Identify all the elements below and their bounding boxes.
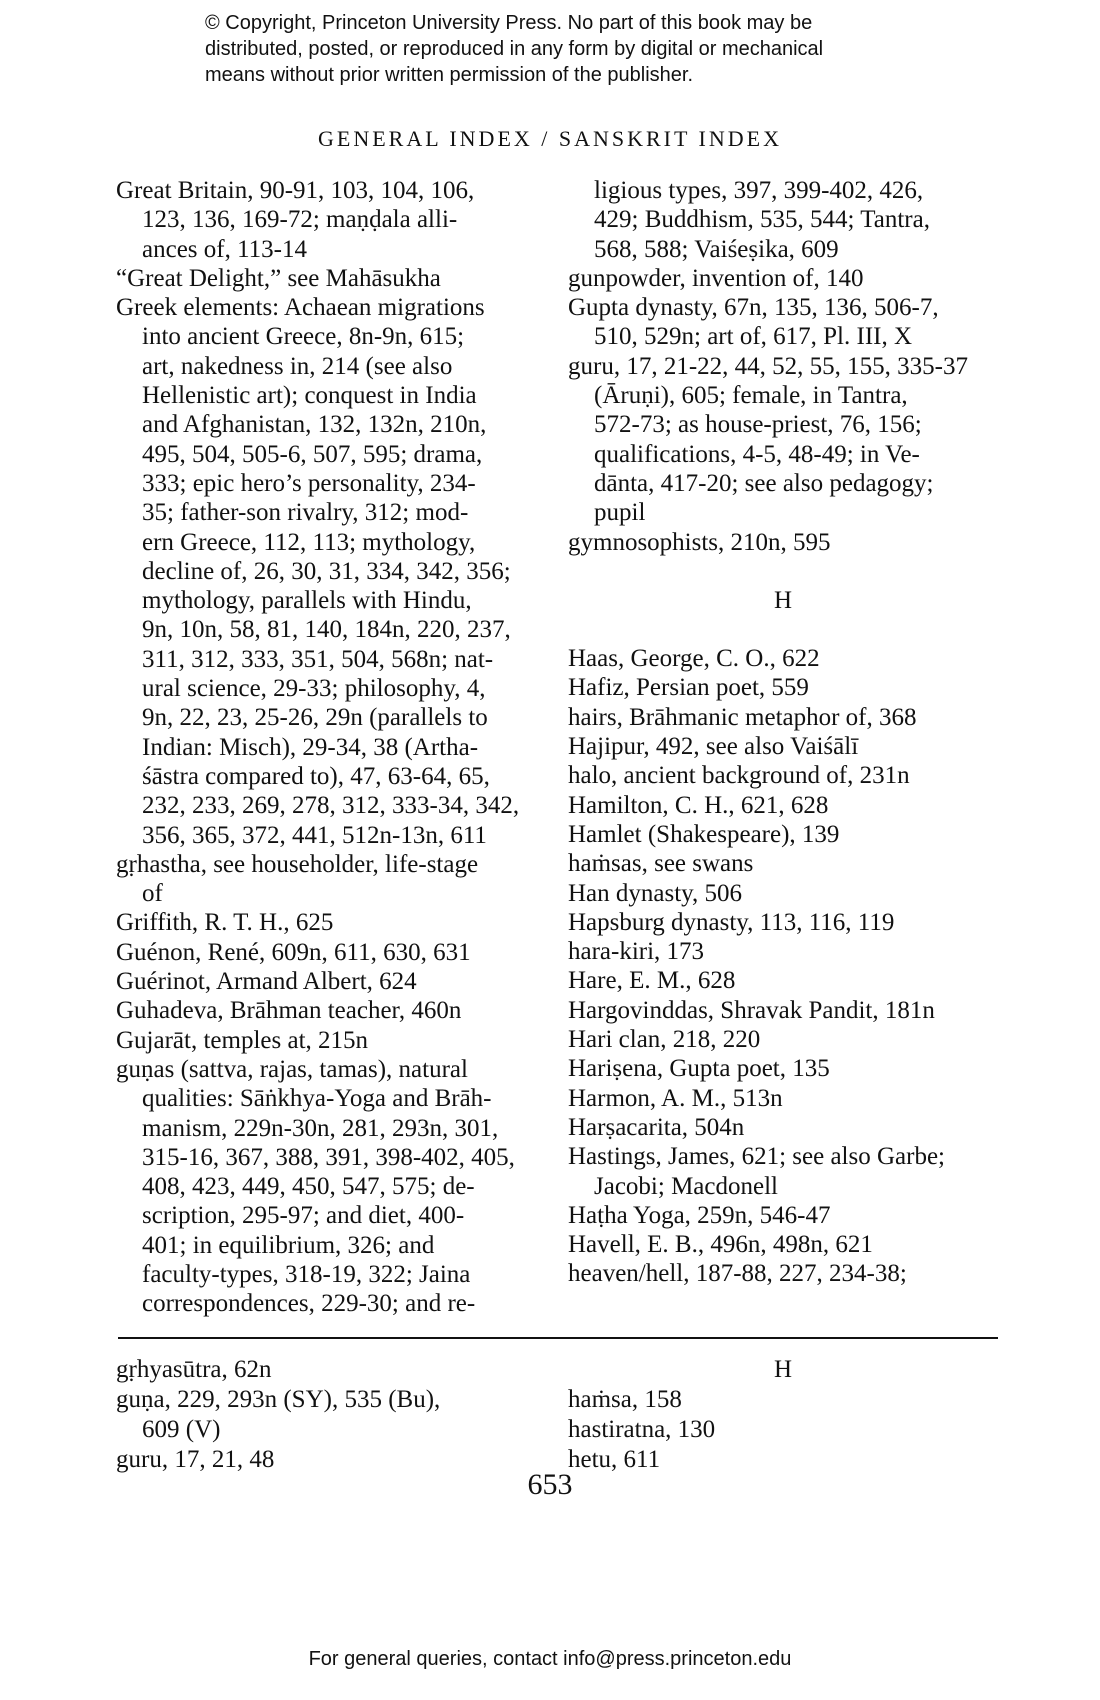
index-entry — [116, 996, 546, 1025]
index-entry — [116, 293, 546, 850]
index-entry-continuation: Jacobi; Macdonell — [594, 1172, 778, 1200]
index-entry-continuation: dānta, 417-20; see also pedagogy; — [594, 469, 934, 497]
index-entry-heading: guru, 17, 21-22, 44, 52, 55, 155, 335-37 — [568, 352, 968, 380]
index-entry-continuation: 232, 233, 269, 278, 312, 333-34, 342, — [142, 792, 520, 820]
index-entry — [568, 528, 998, 557]
index-entry-heading: Haṭha Yoga, 259n, 546-47 — [568, 1201, 831, 1229]
index-entry-heading: Greek elements: Achaean migrations — [116, 294, 485, 322]
index-entry-continuation: pupil — [594, 499, 646, 527]
index-entry-continuation: ern Greece, 112, 113; mythology, — [142, 528, 476, 556]
index-entry-continuation: 123, 136, 169-72; maṇḍala alli- — [142, 206, 458, 234]
index-entry — [116, 176, 546, 264]
index-entry-continuation: 9n, 10n, 58, 81, 140, 184n, 220, 237, — [142, 616, 511, 644]
general-index-right-column — [568, 176, 998, 1289]
index-entry-heading: gymnosophists, 210n, 595 — [568, 528, 831, 556]
index-entry-heading: Great Britain, 90-91, 103, 104, 106, — [116, 177, 475, 204]
page-number: 653 — [527, 1468, 573, 1501]
general-index-right-bottom — [568, 644, 998, 1289]
index-entry-heading: Griffith, R. T. H., 625 — [116, 909, 334, 937]
index-entry — [568, 966, 998, 995]
index-entry-continuation: qualities: Sāṅkhya-Yoga and Brāh- — [142, 1085, 492, 1113]
index-entry-heading: Hafiz, Persian poet, 559 — [568, 674, 809, 702]
index-entry-continuation: and Afghanistan, 132, 132n, 210n, — [142, 411, 487, 439]
index-entry-heading: Havell, E. B., 496n, 498n, 621 — [568, 1231, 873, 1259]
index-entry — [568, 908, 998, 937]
index-entry-heading: haṁsas, see swans — [568, 850, 754, 878]
index-entry — [116, 1355, 546, 1385]
index-entry-heading: Hastings, James, 621; see also Garbe; — [568, 1143, 946, 1171]
index-entry-continuation: art, nakedness in, 214 (see also — [142, 352, 453, 380]
index-entry-heading: Hamlet (Shakespeare), 139 — [568, 820, 840, 848]
index-entry — [116, 938, 546, 967]
index-entry — [568, 849, 998, 878]
index-entry — [116, 908, 546, 937]
index-entry-heading: Hare, E. M., 628 — [568, 967, 736, 995]
index-entry — [568, 264, 998, 293]
index-entry-continuation: scription, 295-97; and diet, 400- — [142, 1202, 465, 1230]
general-index-left-column — [116, 176, 546, 1319]
index-entry-heading: Hari clan, 218, 220 — [568, 1026, 761, 1054]
index-entry-heading: Hajipur, 492, see also Vaiśālī — [568, 733, 859, 761]
index-entry-heading: Haas, George, C. O., 622 — [568, 645, 820, 673]
index-entry — [568, 1201, 998, 1230]
index-entry-continuation: faculty-types, 318-19, 322; Jaina — [142, 1260, 471, 1288]
index-entry-heading: haṁsa, 158 — [568, 1386, 682, 1413]
index-entry-continuation: 311, 312, 333, 351, 504, 568n; nat- — [142, 645, 494, 673]
index-entry-continuation: 572-73; as house-priest, 76, 156; — [594, 411, 922, 439]
index-entry — [568, 703, 998, 732]
index-entry-continuation: manism, 229n-30n, 281, 293n, 301, — [142, 1114, 499, 1142]
index-entry-heading: guṇa, 229, 293n (SY), 535 (Bu), — [116, 1386, 441, 1413]
index-entry-continuation: 333; epic hero’s personality, 234- — [142, 469, 476, 497]
running-head: GENERAL INDEX / SANSKRIT INDEX — [318, 126, 782, 151]
index-entry-heading: Guénon, René, 609n, 611, 630, 631 — [116, 938, 471, 966]
index-entry — [568, 1230, 998, 1259]
index-entry — [116, 1026, 546, 1055]
footer-contact: For general queries, contact info@press.princeton.edu — [308, 1648, 792, 1670]
index-entry — [568, 1084, 998, 1113]
copyright-line: means without prior written permission of the publisher. — [205, 64, 694, 86]
general-index-right-top — [568, 176, 998, 557]
index-entry-continuation: 568, 588; Vaiśeṣika, 609 — [594, 235, 839, 263]
index-entry — [568, 1142, 998, 1201]
index-entry-heading: Hamilton, C. H., 621, 628 — [568, 791, 829, 819]
index-entry-continuation: 495, 504, 505-6, 507, 595; drama, — [142, 440, 483, 468]
index-entry — [116, 850, 546, 909]
index-entry-continuation: 315-16, 367, 388, 391, 398-402, 405, — [142, 1143, 515, 1171]
index-entry-heading: hetu, 611 — [568, 1446, 661, 1473]
index-entry-heading: guṇas (sattva, rajas, tamas), natural — [116, 1055, 468, 1083]
index-entry — [568, 673, 998, 702]
index-entry-continuation: of — [142, 880, 163, 908]
index-entry — [116, 1055, 546, 1319]
section-letter-heading: H — [773, 586, 793, 614]
copyright-notice — [205, 10, 965, 88]
copyright-line: distributed, posted, or reproduced in any form by digital or mechanical — [205, 38, 824, 60]
index-entry-heading: Harmon, A. M., 513n — [568, 1084, 783, 1112]
index-entry-heading: gunpowder, invention of, 140 — [568, 264, 864, 292]
index-entry-heading: gṛhastha, see householder, life-stage — [116, 850, 479, 878]
index-entry — [568, 1054, 998, 1083]
index-entry — [568, 732, 998, 761]
index-entry — [116, 1385, 546, 1445]
index-entry — [568, 820, 998, 849]
index-entry — [568, 1113, 998, 1142]
index-entry-continuation: śāstra compared to), 47, 63-64, 65, — [142, 762, 490, 790]
index-entry-continuation: 356, 365, 372, 441, 512n-13n, 611 — [142, 821, 487, 849]
index-entry-continuation: ligious types, 397, 399-402, 426, — [594, 177, 924, 204]
index-entry — [568, 644, 998, 673]
index-entry-continuation: (Āruṇi), 605; female, in Tantra, — [594, 382, 908, 410]
index-entry-heading: Gujarāt, temples at, 215n — [116, 1026, 369, 1054]
index-entry-heading: Guhadeva, Brāhman teacher, 460n — [116, 997, 462, 1025]
index-entry — [568, 996, 998, 1025]
index-entry-heading: Hapsburg dynasty, 113, 116, 119 — [568, 908, 895, 936]
index-entry-heading: hastiratna, 130 — [568, 1416, 716, 1443]
index-entry — [116, 967, 546, 996]
index-entry — [568, 937, 998, 966]
index-entry-continuation: mythology, parallels with Hindu, — [142, 587, 472, 615]
index-entry — [568, 879, 998, 908]
index-entry-heading: guru, 17, 21, 48 — [116, 1446, 275, 1473]
sanskrit-index-right-entries — [568, 1385, 998, 1475]
sanskrit-section-letter-heading: H — [773, 1356, 793, 1383]
index-entry — [568, 1385, 998, 1415]
index-entry-continuation: 408, 423, 449, 450, 547, 575; de- — [142, 1173, 475, 1201]
index-entry-heading: gṛhyasūtra, 62n — [116, 1356, 272, 1383]
index-entry-continuation: ances of, 113-14 — [142, 235, 307, 263]
index-entry — [568, 791, 998, 820]
index-entry-heading: Hargovinddas, Shravak Pandit, 181n — [568, 996, 935, 1024]
sanskrit-index-left-column — [116, 1355, 546, 1475]
index-entry-continuation: 401; in equilibrium, 326; and — [142, 1231, 435, 1259]
index-entry — [568, 1025, 998, 1054]
index-entry-continuation: correspondences, 229-30; and re- — [142, 1290, 476, 1318]
index-entry — [116, 264, 546, 293]
index-entry-continuation: 609 (V) — [142, 1416, 221, 1443]
index-entry-continuation: Indian: Misch), 29-34, 38 (Artha- — [142, 733, 479, 761]
index-entry-continuation: qualifications, 4-5, 48-49; in Ve- — [594, 440, 920, 468]
index-entry — [568, 761, 998, 790]
index-entry-continuation: Hellenistic art); conquest in India — [142, 382, 477, 410]
index-entry-continuation: decline of, 26, 30, 31, 334, 342, 356; — [142, 557, 511, 585]
index-entry-heading: heaven/hell, 187-88, 227, 234-38; — [568, 1260, 907, 1288]
index-entry — [568, 293, 998, 352]
index-entry — [568, 1259, 998, 1288]
index-entry-heading: Han dynasty, 506 — [568, 879, 743, 907]
index-entry-continuation: 510, 529n; art of, 617, Pl. III, X — [594, 323, 913, 351]
index-entry-continuation: 429; Buddhism, 535, 544; Tantra, — [594, 206, 930, 234]
index-entry — [568, 1415, 998, 1445]
index-entry-continuation: into ancient Greece, 8n-9n, 615; — [142, 323, 465, 351]
index-entry-heading: Gupta dynasty, 67n, 135, 136, 506-7, — [568, 294, 939, 322]
index-entry-heading: hairs, Brāhmanic metaphor of, 368 — [568, 703, 917, 731]
index-entry-heading: halo, ancient background of, 231n — [568, 762, 910, 790]
index-entry — [568, 176, 998, 264]
index-entry-heading: hara-kiri, 173 — [568, 938, 705, 966]
index-entry-heading: Hariṣena, Gupta poet, 135 — [568, 1055, 830, 1083]
section-divider-rule — [118, 1337, 998, 1339]
copyright-line: © Copyright, Princeton University Press. No part of this book may be — [205, 12, 813, 34]
index-entry-continuation: 9n, 22, 23, 25-26, 29n (parallels to — [142, 704, 488, 732]
index-entry-continuation: 35; father-son rivalry, 312; mod- — [142, 499, 469, 527]
index-entry-continuation: ural science, 29-33; philosophy, 4, — [142, 675, 486, 703]
sanskrit-index-right-column — [568, 1355, 998, 1475]
index-entry — [568, 352, 998, 528]
index-entry-heading: Harṣacarita, 504n — [568, 1113, 745, 1141]
index-entry-heading: Guérinot, Armand Albert, 624 — [116, 968, 417, 996]
index-entry-heading: “Great Delight,” see Mahāsukha — [116, 264, 441, 292]
